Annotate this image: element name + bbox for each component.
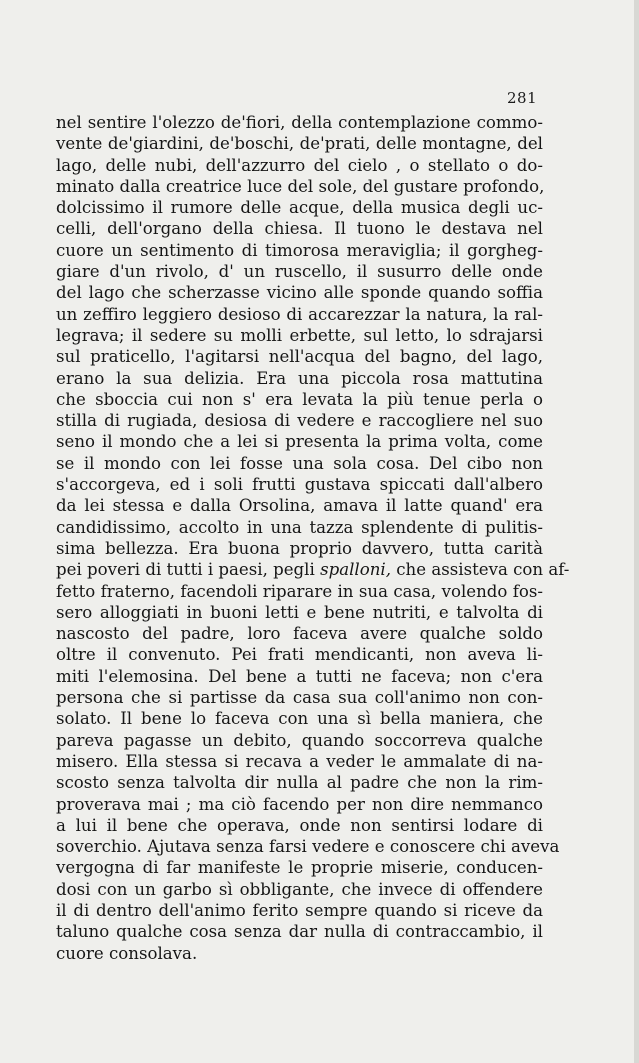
text-line: candidissimo, accolto in una tazza splendente di pulitis- <box>56 517 543 537</box>
text-line: solato. Il bene lo faceva con una sì bella maniera, che <box>56 709 543 729</box>
text-line: legrava; il sedere su molli erbette, sul letto, lo sdrajarsi <box>56 325 543 345</box>
text-line: a lui il bene che operava, onde non sentirsi lodare di <box>56 815 543 835</box>
text-line: minato dalla creatrice luce del sole, del gustare profondo, <box>56 176 545 196</box>
text-line: erano la sua delizia. Era una piccola rosa mattutina <box>56 368 543 388</box>
text-line: dosi con un garbo sì obbligante, che invece di offendere <box>56 879 543 899</box>
text-line: seno il mondo che a lei si presenta la prima volta, come <box>56 432 543 452</box>
page-edge <box>634 0 639 1063</box>
text-line: dolcissimo il rumore delle acque, della musica degli uc- <box>56 198 543 218</box>
text-line: taluno qualche cosa senza dar nulla di contraccambio, il <box>56 922 543 942</box>
text-line: cuore consolava. <box>56 943 198 963</box>
text-line: cuore un sentimento di timorosa meraviglia; il gorgheg- <box>56 240 543 260</box>
text-line: fetto fraterno, facendoli riparare in sua casa, volendo fos- <box>56 581 543 601</box>
text-line: vente de'giardini, de'boschi, de'prati, delle montagne, del <box>56 134 543 154</box>
text-line: pareva pagasse un debito, quando soccorreva qualche <box>56 730 543 750</box>
text-line: sero alloggiati in buoni letti e bene nutriti, e talvolta di <box>56 602 543 622</box>
text-line: pei poveri di tutti i paesi, pegli spalloni, che assisteva con af- <box>56 560 570 580</box>
text-line: soverchio. Ajutava senza farsi vedere e conoscere chi aveva <box>56 837 560 857</box>
text-line: celli, dell'organo della chiesa. Il tuono le destava nel <box>56 219 543 239</box>
text-line: giare d'un rivolo, d' un ruscello, il susurro delle onde <box>56 262 543 282</box>
text-line: nel sentire l'olezzo de'fiori, della contemplazione commo- <box>56 113 543 132</box>
text-line: sul praticello, l'agitarsi nell'acqua del bagno, del lago, <box>56 347 543 367</box>
text-line: sima bellezza. Era buona proprio davvero, tutta carità <box>56 538 543 558</box>
text-line: il di dentro dell'animo ferito sempre quando si riceve da <box>56 900 543 920</box>
text-line: nascosto del padre, loro faceva avere qualche soldo <box>56 624 543 644</box>
text-line: del lago che scherzasse vicino alle sponde quando soffia <box>56 283 543 303</box>
text-line: oltre il convenuto. Pei frati mendicanti, non aveva li- <box>56 645 543 665</box>
text-line: misero. Ella stessa si recava a veder le ammalate di na- <box>56 751 543 771</box>
text-line: persona che si partisse da casa sua coll'animo non con- <box>56 688 543 708</box>
text-line: s'accorgeva, ed i soli frutti gustava spiccati dall'albero <box>56 475 543 495</box>
text-line: un zeffiro leggiero desioso di accarezzar la natura, la ral- <box>56 304 543 324</box>
text-line: scosto senza talvolta dir nulla al padre che non la rim- <box>56 773 543 793</box>
text-line: da lei stessa e dalla Orsolina, amava il latte quand' era <box>56 496 543 516</box>
body-text <box>56 112 570 964</box>
text-line: se il mondo con lei fosse una sola cosa. Del cibo non <box>56 453 543 473</box>
text-line: vergogna di far manifeste le proprie miserie, conducen- <box>56 858 543 878</box>
page-number: 281 <box>507 89 538 107</box>
text-line: che sboccia cui non s' era levata la più tenue perla o <box>56 389 543 409</box>
italic-word: spalloni, <box>320 560 391 580</box>
text-line: proverava mai ; ma ciò facendo per non dire nemmanco <box>56 794 543 814</box>
text-line: stilla di rugiada, desiosa di vedere e raccogliere nel suo <box>56 411 543 431</box>
text-line: miti l'elemosina. Del bene a tutti ne faceva; non c'era <box>56 666 543 686</box>
text-line: lago, delle nubi, dell'azzurro del cielo , o stellato o do- <box>56 155 543 175</box>
